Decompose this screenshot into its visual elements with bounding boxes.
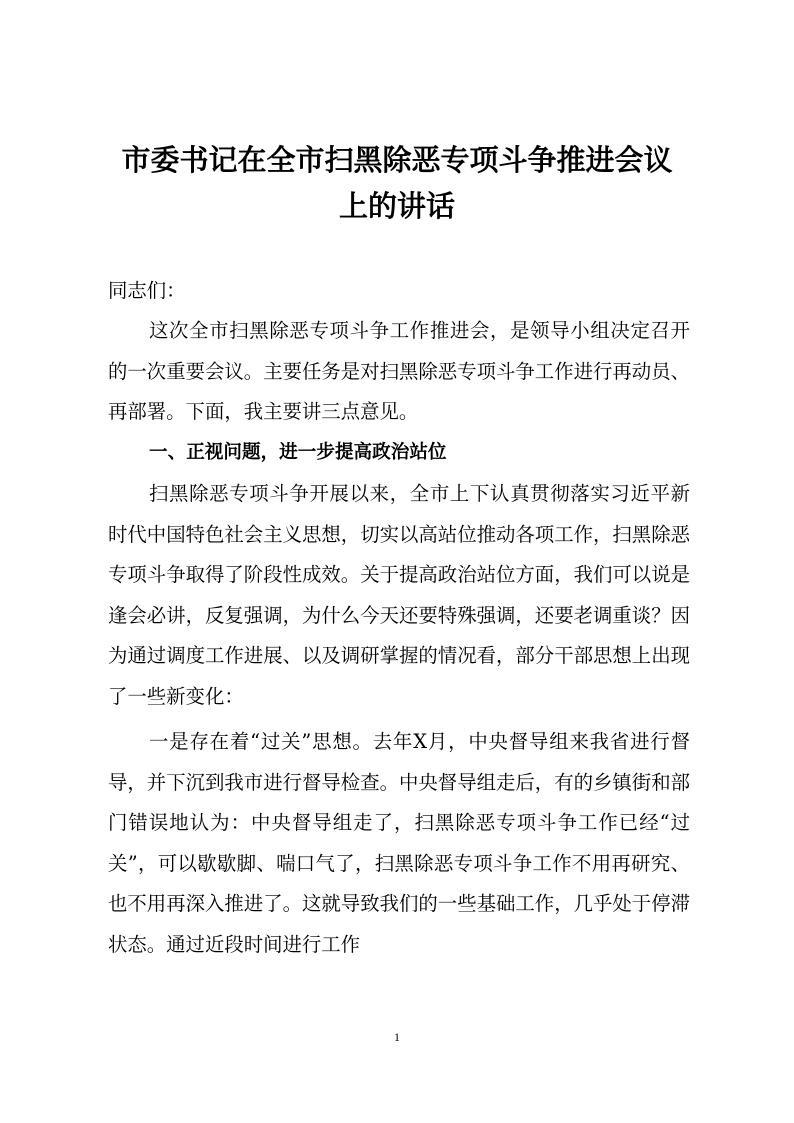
page-number: 1 — [394, 1030, 400, 1044]
section-heading-1: 一、正视问题，进一步提高政治站位 — [149, 442, 447, 463]
document-title-line-1: 市委书记在全市扫黑除恶专项斗争推进会议 — [121, 143, 673, 177]
paragraph-point-1: 一是存在着“过关”思想。去年X月，中央督导组来我省进行督导，并下沉到我市进行督导检查。中央督导组走后，有的乡镇街和部门错误地认为：中央督导组走了，扫黑除恶专项斗争工作已经“过关”，可以歇歇脚、喘口气了，扫黑除恶专项斗争工作不用再研究、也不用再深入推进了。这就导致我们的一些基础工作，几乎处于停滞状态。通过近段时间进行工作 — [108, 730, 690, 956]
document-title-line-2: 上的讲话 — [338, 189, 455, 223]
greeting: 同志们： — [108, 279, 186, 302]
paragraph-intro: 这次全市扫黑除恶专项斗争工作推进会，是领导小组决定召开的一次重要会议。主要任务是对扫黑除恶专项斗争工作进行再动员、再部署。下面，我主要讲三点意见。 — [108, 319, 690, 424]
paragraph-section-1: 扫黑除恶专项斗争开展以来，全市上下认真贯彻落实习近平新时代中国特色社会主义思想，切实以高站位推动各项工作，扫黑除恶专项斗争取得了阶段性成效。关于提高政治站位方面，我们可以说是逢会必讲，反复强调，为什么今天还要特殊强调，还要老调重谈？因为通过调度工作进展、以及调研掌握的情况看，部分干部思想上出现了一些新变化： — [108, 482, 690, 708]
